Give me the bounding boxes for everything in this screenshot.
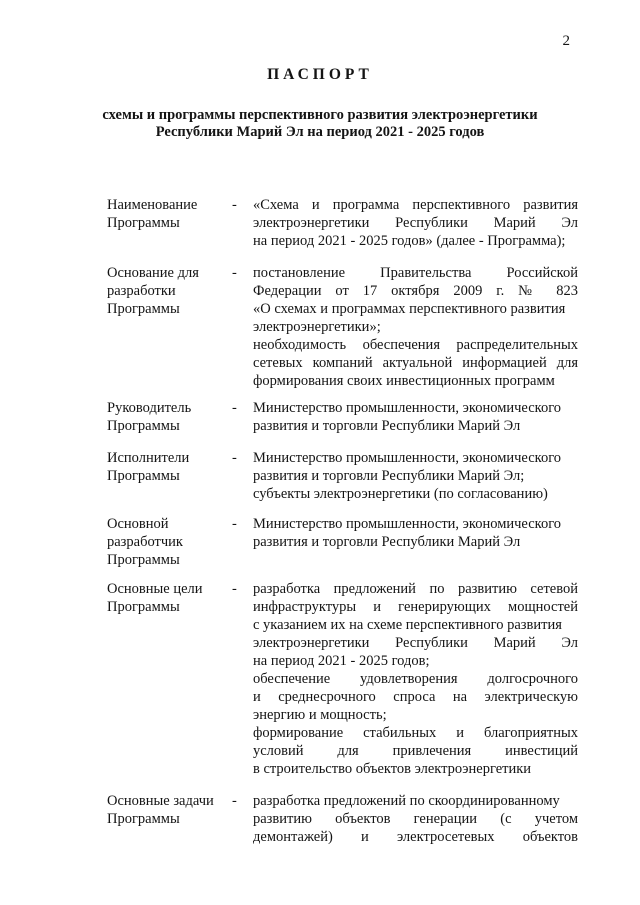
label-line: Основные задачи <box>107 793 214 809</box>
value-line: Министерство промышленности, экономического <box>253 516 562 532</box>
label-line: разработки <box>107 283 176 299</box>
label-line: Программы <box>107 468 180 484</box>
label-line: Руководитель <box>107 400 192 416</box>
value-line: электроэнергетики Республики Марий Эл <box>253 635 578 651</box>
value-line: разработка предложений по скоординированному <box>253 793 560 809</box>
value-line: «Схема и программа перспективного развития <box>253 197 578 213</box>
label-line: Программы <box>107 215 180 231</box>
value-line: разработка предложений по развитию сетевой <box>253 581 578 597</box>
value-line: развития и торговли Республики Марий Эл <box>253 418 521 434</box>
value-line: субъекты электроэнергетики (по согласованию) <box>253 486 548 502</box>
value-line: демонтажей) и электросетевых объектов <box>253 829 578 845</box>
label-line: Программы <box>107 811 180 827</box>
row-value <box>253 792 578 846</box>
row-label <box>107 449 225 485</box>
value-line: постановление Правительства Российской <box>253 265 578 281</box>
value-line: необходимость обеспечения распределительных <box>253 337 578 353</box>
value-line: формирование стабильных и благоприятных <box>253 725 578 741</box>
label-line: Основание для <box>107 265 199 281</box>
page-number: 2 <box>562 33 570 49</box>
value-line: инфраструктуры и генерирующих мощностей <box>253 599 578 615</box>
value-line: энергию и мощность; <box>253 707 387 723</box>
value-line: электроэнергетики Республики Марий Эл <box>253 215 578 231</box>
row-value <box>253 399 578 435</box>
row-dash: - <box>232 793 237 809</box>
value-line: с указанием их на схеме перспективного развития <box>253 617 562 633</box>
row-value <box>253 449 578 503</box>
value-line: на период 2021 - 2025 годов; <box>253 653 430 669</box>
row-label <box>107 196 225 232</box>
value-line: развития и торговли Республики Марий Эл; <box>253 468 525 484</box>
label-line: разработчик <box>107 534 183 550</box>
document-subtitle-line-2: Республики Марий Эл на период 2021 - 2025 годов <box>155 124 485 140</box>
label-line: Программы <box>107 418 180 434</box>
row-label <box>107 580 225 616</box>
row-dash: - <box>232 400 237 416</box>
value-line: в строительство объектов электроэнергетики <box>253 761 532 777</box>
value-line: Министерство промышленности, экономического <box>253 450 562 466</box>
value-line: развитию объектов генерации (с учетом <box>253 811 578 827</box>
label-line: Исполнители <box>107 450 190 466</box>
row-dash: - <box>232 581 237 597</box>
row-label <box>107 792 225 828</box>
label-line: Наименование <box>107 197 198 213</box>
label-line: Программы <box>107 599 180 615</box>
row-dash: - <box>232 516 237 532</box>
value-line: сетевых компаний актуальной информацией для <box>253 355 578 371</box>
label-line: Программы <box>107 301 180 317</box>
value-line: Федерации от 17 октября 2009 г. № 823 <box>253 283 578 299</box>
value-line: обеспечение удовлетворения долгосрочного <box>253 671 578 687</box>
label-line: Основные цели <box>107 581 203 597</box>
value-line: и среднесрочного спроса на электрическую <box>253 689 578 705</box>
value-line: развития и торговли Республики Марий Эл <box>253 534 521 550</box>
row-value <box>253 264 578 390</box>
row-value <box>253 196 578 250</box>
value-line: формирования своих инвестиционных программ <box>253 373 555 389</box>
value-line: на период 2021 - 2025 годов» (далее - Программа); <box>253 233 566 249</box>
value-line: Министерство промышленности, экономического <box>253 400 562 416</box>
document-title: ПАСПОРТ <box>267 66 373 83</box>
row-dash: - <box>232 265 237 281</box>
value-line: «О схемах и программах перспективного развития <box>253 301 566 317</box>
document-subtitle-line-1: схемы и программы перспективного развития электроэнергетики <box>102 107 538 123</box>
label-line: Программы <box>107 552 180 568</box>
row-label <box>107 399 225 435</box>
label-line: Основной <box>107 516 169 532</box>
row-value <box>253 580 578 778</box>
value-line: электроэнергетики»; <box>253 319 381 335</box>
row-value <box>253 515 578 551</box>
row-dash: - <box>232 197 237 213</box>
value-line: условий для привлечения инвестиций <box>253 743 578 759</box>
row-label <box>107 264 225 318</box>
row-label <box>107 515 225 569</box>
row-dash: - <box>232 450 237 466</box>
